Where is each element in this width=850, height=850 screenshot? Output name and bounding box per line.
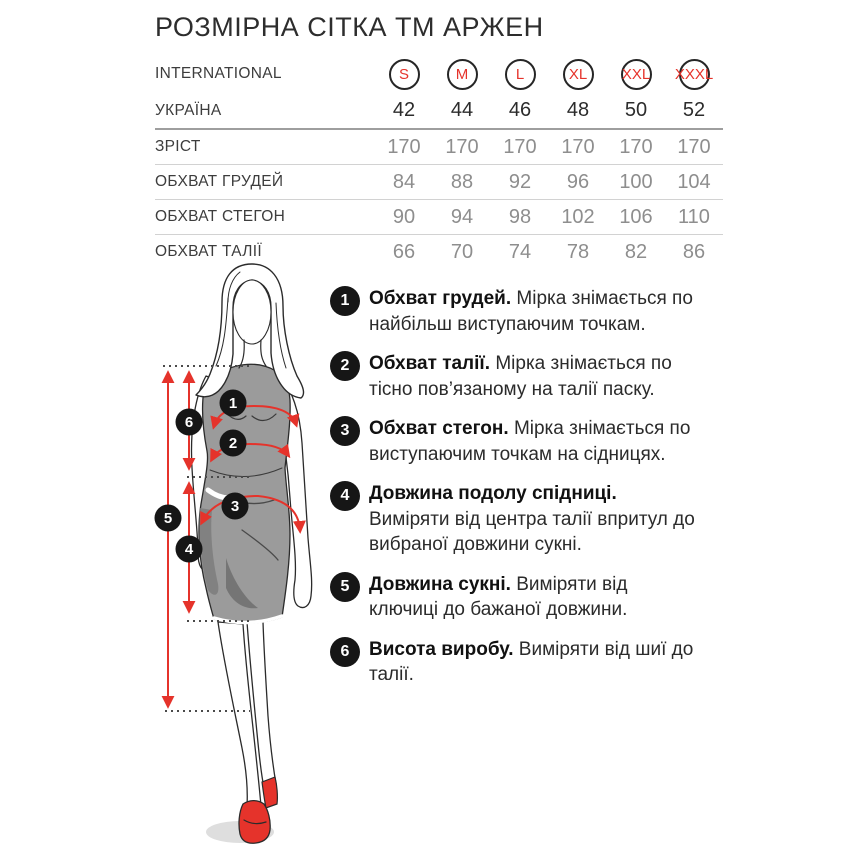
size-badge-xxxl: XXXL: [679, 59, 710, 90]
instruction-text: Обхват стегон. Мірка знімається по виступаючим точкам на сідницях.: [369, 418, 691, 465]
svg-text:1: 1: [228, 395, 238, 412]
woman-figure-svg: [140, 258, 340, 850]
table-cell: 78: [566, 240, 590, 263]
instruction-item-6: [330, 637, 702, 688]
size-badge-l: L: [505, 59, 536, 90]
size-badge-xxl: XXL: [621, 59, 652, 90]
size-badge-xl: XL: [563, 59, 594, 90]
table-cell: 86: [682, 240, 706, 263]
table-cell: 52: [682, 99, 706, 121]
instruction-text: Довжина подолу спідниці. Виміряти від центра талії впритул до вибраної довжини сукні.: [369, 483, 695, 555]
table-cell: 46: [508, 99, 532, 121]
table-cell: 170: [561, 135, 595, 158]
figure-marker-1: [220, 390, 247, 417]
row-label: УКРАЇНА: [155, 101, 222, 119]
table-row-height: [155, 130, 723, 165]
instruction-item-5: [330, 572, 702, 623]
table-cell: 92: [508, 170, 532, 193]
table-cell: 104: [677, 170, 711, 193]
instruction-item-2: [330, 351, 702, 402]
table-row-hips: [155, 200, 723, 235]
list-marker-3: 3: [330, 416, 360, 446]
instruction-text: Висота виробу. Виміряти від шиї до талії.: [369, 638, 694, 685]
table-cell: 44: [450, 99, 474, 121]
svg-text:3: 3: [230, 498, 240, 515]
svg-text:4: 4: [184, 541, 194, 558]
table-cell: 50: [624, 99, 648, 121]
table-cell: 170: [503, 135, 537, 158]
table-cell: 84: [392, 170, 416, 193]
instruction-item-4: [330, 481, 702, 558]
list-marker-1: 1: [330, 286, 360, 316]
table-cell: 88: [450, 170, 474, 193]
row-label: ОБХВАТ ТАЛІЇ: [155, 243, 262, 260]
figure-marker-2: [220, 430, 247, 457]
instruction-item-1: [330, 286, 702, 337]
list-marker-6: 6: [330, 637, 360, 667]
figure-marker-3: [222, 493, 249, 520]
instruction-item-3: [330, 416, 702, 467]
table-cell: 82: [624, 240, 648, 263]
table-cell: 100: [619, 170, 653, 193]
list-marker-4: 4: [330, 481, 360, 511]
list-marker-5: 5: [330, 572, 360, 602]
svg-text:5: 5: [163, 510, 173, 527]
row-label: ЗРІСТ: [155, 138, 201, 155]
table-cell: 48: [566, 99, 590, 121]
row-label: ОБХВАТ ГРУДЕЙ: [155, 173, 284, 190]
list-marker-2: 2: [330, 351, 360, 381]
figure-marker-4: [176, 536, 203, 563]
table-cell: 74: [508, 240, 532, 263]
table-cell: 170: [619, 135, 653, 158]
table-cell: 98: [508, 205, 532, 228]
instruction-text: Довжина сукні. Виміряти від ключиці до бажаної довжини.: [369, 573, 628, 620]
size-table: [155, 55, 723, 269]
table-cell: 66: [392, 240, 416, 263]
table-cell: 110: [678, 205, 710, 228]
table-cell: 94: [450, 205, 474, 228]
table-row-international: [155, 55, 723, 93]
table-cell: 90: [392, 205, 416, 228]
size-badge-m: M: [447, 59, 478, 90]
svg-text:2: 2: [228, 435, 238, 452]
instruction-text: Обхват талії. Мірка знімається по тісно пов’язаному на талії паску.: [369, 353, 672, 400]
row-label: INTERNATIONAL: [155, 65, 282, 82]
table-cell: 170: [677, 135, 711, 158]
table-cell: 170: [387, 135, 421, 158]
table-row-chest: [155, 165, 723, 200]
legs: [218, 622, 276, 806]
table-cell: 102: [561, 205, 595, 228]
table-cell: 70: [450, 240, 474, 263]
figure-marker-6: [176, 409, 203, 436]
instruction-text: Обхват грудей. Мірка знімається по найбільш виступаючим точкам.: [369, 288, 693, 335]
size-badge-s: S: [389, 59, 420, 90]
table-cell: 170: [445, 135, 479, 158]
table-cell: 96: [566, 170, 590, 193]
instruction-list: [330, 286, 702, 702]
figure-illustration: [140, 258, 340, 850]
table-row-ukraine: [155, 93, 723, 128]
row-label: ОБХВАТ СТЕГОН: [155, 208, 286, 225]
table-cell: 42: [392, 99, 416, 121]
figure-marker-5: [155, 505, 182, 532]
svg-text:6: 6: [184, 414, 194, 431]
table-cell: 106: [619, 205, 653, 228]
page-title: РОЗМІРНА СІТКА ТМ АРЖЕН: [155, 12, 544, 42]
